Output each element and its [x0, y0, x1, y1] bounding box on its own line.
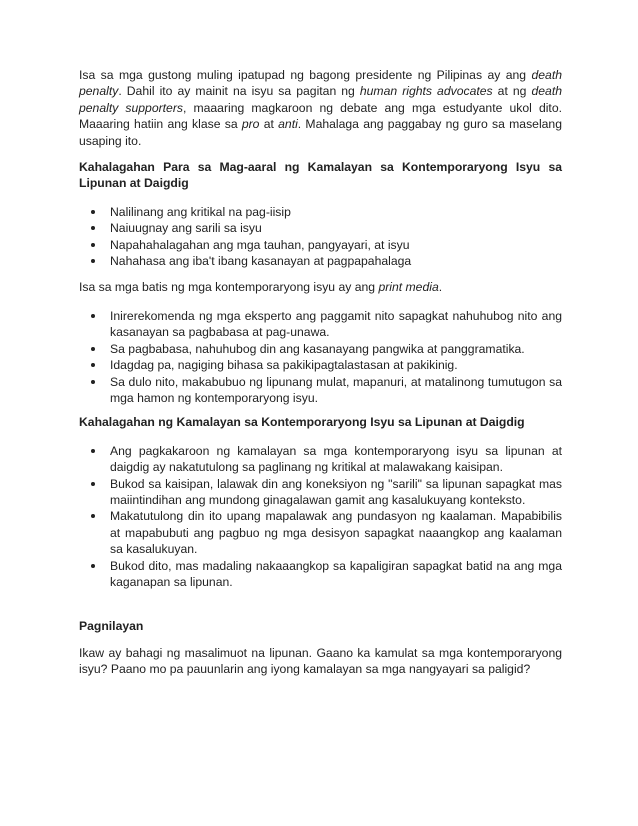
document-page: [79, 67, 562, 678]
death-penalty-term: death penalty: [79, 68, 562, 99]
print-media-term: print media: [378, 280, 439, 295]
list-item: Inirerekomenda ng mga eksperto ang paggamit nito sapagkat nahuhubog nito ang kasanayan sa pagbabasa at pag-unawa.: [79, 308, 562, 341]
supporters-term: death penalty supporters: [79, 84, 562, 115]
student-importance-list: [79, 204, 562, 270]
list-item: Idagdag pa, nagiging bihasa sa pakikipagtalastasan at pakikinig.: [79, 357, 562, 373]
section-heading-student-importance: Kahalagahan Para sa Mag-aaral ng Kamalayan sa Kontemporaryong Isyu sa Lipunan at Daigdig: [79, 160, 562, 191]
pro-term: pro: [241, 117, 260, 132]
reflection-paragraph: Ikaw ay bahagi ng masalimuot na lipunan. Gaano ka kamulat sa mga kontemporaryong isyu? Paano mo pa pauunlarin ang iyong kamalayan sa mga nangyayari sa paligid?: [79, 645, 562, 677]
intro-paragraph: Isa sa mga gustong muling ipatupad ng bagong presidente ng Pilipinas ay ang death penalty. Dahil ito ay mainit na isyu sa pagitan ng human rights advocates at ng death penalty supporters, maaaring magkaroon ng debate ang mga estudyante ukol dito. Maaaring hatiin ang klase sa pro at anti. Mahalaga ang paggabay ng guro sa maselang usaping ito.: [79, 68, 562, 148]
human-rights-term: human rights advocates: [359, 84, 493, 99]
list-item: Sa pagbabasa, nahuhubog din ang kasanayang pangwika at panggramatika.: [79, 341, 562, 357]
section-heading-awareness-importance: Kahalagahan ng Kamalayan sa Kontemporaryong Isyu sa Lipunan at Daigdig: [79, 415, 525, 430]
list-item: Ang pagkakaroon ng kamalayan sa mga kontemporaryong isyu sa lipunan at daigdig ay nakatutulong sa paglinang ng kritikal at malawakang kaisipan.: [79, 443, 562, 476]
print-media-list: [79, 308, 562, 406]
list-item: Bukod dito, mas madaling nakaaangkop sa kapaligiran sapagkat batid na ang mga kaganapan sa lipunan.: [79, 558, 562, 591]
reflection-heading: Pagnilayan: [79, 619, 144, 634]
list-item: Makatutulong din ito upang mapalawak ang pundasyon ng kaalaman. Mapabibilis at mapabubuti ang pagbuo ng mga desisyon sapagkat naaangkop ang kaalaman sa kasalukuyan.: [79, 508, 562, 557]
list-item: Napahahalagahan ang mga tauhan, pangyayari, at isyu: [79, 237, 562, 253]
list-item: Bukod sa kaisipan, lalawak din ang koneksiyon ng "sarili" sa lipunan sapagkat mas maiintindihan ang mundong ginagalawan gamit ang kasalukuyang konteksto.: [79, 476, 562, 509]
list-item: Nahahasa ang iba't ibang kasanayan at pagpapahalaga: [79, 253, 562, 269]
list-item: Naiuugnay ang sarili sa isyu: [79, 220, 562, 236]
sources-paragraph: Isa sa mga batis ng mga kontemporaryong isyu ay ang print media.: [79, 280, 443, 295]
awareness-importance-list: [79, 443, 562, 591]
list-item: Sa dulo nito, makabubuo ng lipunang mulat, mapanuri, at matalinong tumutugon sa mga hamon ng kontemporaryong isyu.: [79, 374, 562, 407]
anti-term: anti: [278, 117, 298, 132]
list-item: Nalilinang ang kritikal na pag-iisip: [79, 204, 562, 220]
